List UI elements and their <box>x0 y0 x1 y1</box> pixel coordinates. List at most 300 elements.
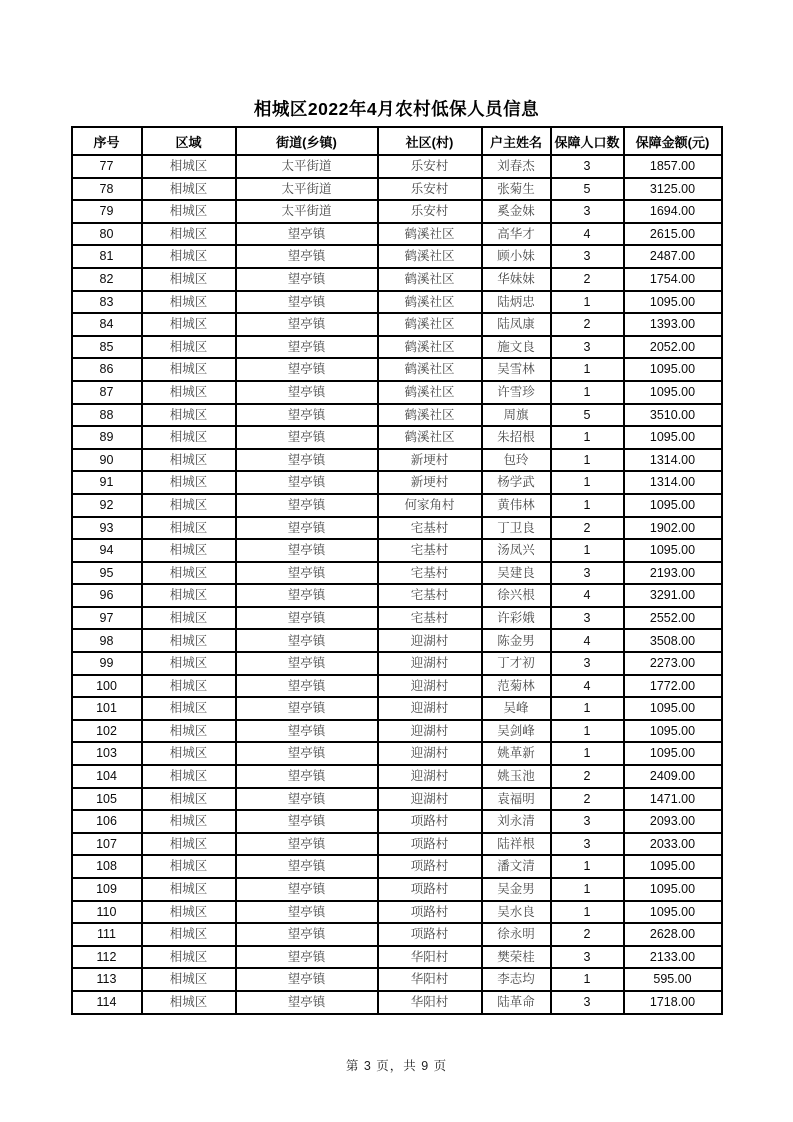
cell-name: 华妹妹 <box>482 268 551 291</box>
cell-street: 望亭镇 <box>236 381 378 404</box>
table-row <box>72 562 722 585</box>
cell-region: 相城区 <box>142 178 236 201</box>
cell-population: 1 <box>551 968 624 991</box>
cell-region: 相城区 <box>142 426 236 449</box>
cell-index: 100 <box>72 675 142 698</box>
cell-street: 望亭镇 <box>236 471 378 494</box>
cell-name: 施文良 <box>482 336 551 359</box>
cell-population: 1 <box>551 901 624 924</box>
cell-amount: 1694.00 <box>624 200 722 223</box>
cell-name: 刘春杰 <box>482 155 551 178</box>
cell-index: 105 <box>72 788 142 811</box>
cell-street: 望亭镇 <box>236 313 378 336</box>
cell-index: 80 <box>72 223 142 246</box>
cell-region: 相城区 <box>142 968 236 991</box>
cell-index: 106 <box>72 810 142 833</box>
table-row <box>72 313 722 336</box>
cell-amount: 2273.00 <box>624 652 722 675</box>
cell-village: 迎湖村 <box>378 742 482 765</box>
cell-name: 徐永明 <box>482 923 551 946</box>
cell-street: 望亭镇 <box>236 404 378 427</box>
cell-index: 114 <box>72 991 142 1014</box>
cell-region: 相城区 <box>142 991 236 1014</box>
cell-region: 相城区 <box>142 471 236 494</box>
cell-index: 104 <box>72 765 142 788</box>
cell-population: 4 <box>551 584 624 607</box>
cell-index: 85 <box>72 336 142 359</box>
column-header-1: 区域 <box>142 127 236 155</box>
cell-street: 望亭镇 <box>236 358 378 381</box>
cell-index: 96 <box>72 584 142 607</box>
cell-name: 陆炳忠 <box>482 291 551 314</box>
cell-amount: 2552.00 <box>624 607 722 630</box>
page-title: 相城区2022年4月农村低保人员信息 <box>253 99 540 119</box>
table-row <box>72 517 722 540</box>
cell-street: 太平街道 <box>236 200 378 223</box>
table-row <box>72 991 722 1014</box>
cell-name: 姚革新 <box>482 742 551 765</box>
table-row <box>72 675 722 698</box>
cell-index: 84 <box>72 313 142 336</box>
cell-street: 望亭镇 <box>236 901 378 924</box>
cell-street: 望亭镇 <box>236 810 378 833</box>
cell-region: 相城区 <box>142 742 236 765</box>
table-row <box>72 223 722 246</box>
cell-street: 望亭镇 <box>236 268 378 291</box>
cell-village: 迎湖村 <box>378 720 482 743</box>
cell-amount: 1857.00 <box>624 155 722 178</box>
cell-region: 相城区 <box>142 946 236 969</box>
cell-index: 91 <box>72 471 142 494</box>
cell-street: 望亭镇 <box>236 291 378 314</box>
cell-name: 陈金男 <box>482 629 551 652</box>
column-header-5: 保障人口数 <box>551 127 624 155</box>
cell-name: 樊荣桂 <box>482 946 551 969</box>
cell-street: 望亭镇 <box>236 697 378 720</box>
cell-amount: 1772.00 <box>624 675 722 698</box>
cell-street: 望亭镇 <box>236 607 378 630</box>
table-row <box>72 336 722 359</box>
table-row <box>72 652 722 675</box>
table-row <box>72 629 722 652</box>
cell-amount: 1471.00 <box>624 788 722 811</box>
cell-village: 项路村 <box>378 833 482 856</box>
cell-population: 1 <box>551 494 624 517</box>
cell-population: 1 <box>551 742 624 765</box>
table-row <box>72 946 722 969</box>
column-header-4: 户主姓名 <box>482 127 551 155</box>
cell-street: 望亭镇 <box>236 584 378 607</box>
cell-name: 奚金妹 <box>482 200 551 223</box>
cell-street: 望亭镇 <box>236 742 378 765</box>
cell-population: 1 <box>551 358 624 381</box>
cell-region: 相城区 <box>142 245 236 268</box>
cell-population: 2 <box>551 923 624 946</box>
cell-amount: 1095.00 <box>624 426 722 449</box>
table-row <box>72 268 722 291</box>
cell-village: 乐安村 <box>378 200 482 223</box>
table-row <box>72 155 722 178</box>
cell-village: 华阳村 <box>378 946 482 969</box>
cell-region: 相城区 <box>142 155 236 178</box>
cell-region: 相城区 <box>142 494 236 517</box>
cell-population: 3 <box>551 607 624 630</box>
cell-region: 相城区 <box>142 720 236 743</box>
cell-population: 3 <box>551 946 624 969</box>
table-row <box>72 539 722 562</box>
cell-name: 杨学武 <box>482 471 551 494</box>
cell-population: 4 <box>551 675 624 698</box>
cell-index: 92 <box>72 494 142 517</box>
cell-amount: 1314.00 <box>624 471 722 494</box>
cell-region: 相城区 <box>142 833 236 856</box>
cell-index: 86 <box>72 358 142 381</box>
cell-amount: 1393.00 <box>624 313 722 336</box>
column-header-6: 保障金额(元) <box>624 127 722 155</box>
table-row <box>72 697 722 720</box>
cell-population: 1 <box>551 697 624 720</box>
cell-village: 迎湖村 <box>378 675 482 698</box>
cell-village: 宅基村 <box>378 562 482 585</box>
table-row <box>72 381 722 404</box>
cell-region: 相城区 <box>142 765 236 788</box>
cell-region: 相城区 <box>142 923 236 946</box>
cell-amount: 3508.00 <box>624 629 722 652</box>
cell-index: 103 <box>72 742 142 765</box>
cell-village: 鹤溪社区 <box>378 313 482 336</box>
cell-street: 望亭镇 <box>236 336 378 359</box>
cell-street: 望亭镇 <box>236 652 378 675</box>
cell-name: 李志均 <box>482 968 551 991</box>
cell-region: 相城区 <box>142 675 236 698</box>
cell-population: 2 <box>551 313 624 336</box>
cell-village: 宅基村 <box>378 584 482 607</box>
table-row <box>72 178 722 201</box>
cell-village: 新埂村 <box>378 471 482 494</box>
cell-index: 113 <box>72 968 142 991</box>
cell-population: 3 <box>551 336 624 359</box>
cell-name: 汤凤兴 <box>482 539 551 562</box>
page-footer: 第 3 页，共 9 页 <box>345 1059 448 1073</box>
cell-amount: 2615.00 <box>624 223 722 246</box>
cell-name: 张菊生 <box>482 178 551 201</box>
cell-population: 1 <box>551 291 624 314</box>
cell-village: 迎湖村 <box>378 788 482 811</box>
table-row <box>72 494 722 517</box>
cell-population: 1 <box>551 449 624 472</box>
cell-village: 宅基村 <box>378 539 482 562</box>
cell-village: 项路村 <box>378 878 482 901</box>
table-body <box>72 155 722 1014</box>
cell-village: 项路村 <box>378 923 482 946</box>
cell-village: 鹤溪社区 <box>378 426 482 449</box>
cell-population: 2 <box>551 268 624 291</box>
cell-region: 相城区 <box>142 855 236 878</box>
cell-street: 望亭镇 <box>236 494 378 517</box>
table-row <box>72 855 722 878</box>
cell-region: 相城区 <box>142 562 236 585</box>
cell-name: 许彩娥 <box>482 607 551 630</box>
cell-village: 宅基村 <box>378 517 482 540</box>
cell-name: 吴建良 <box>482 562 551 585</box>
cell-region: 相城区 <box>142 449 236 472</box>
cell-index: 87 <box>72 381 142 404</box>
cell-name: 范菊林 <box>482 675 551 698</box>
table-row <box>72 471 722 494</box>
cell-street: 望亭镇 <box>236 562 378 585</box>
cell-village: 项路村 <box>378 901 482 924</box>
table-row <box>72 901 722 924</box>
cell-village: 迎湖村 <box>378 629 482 652</box>
cell-population: 2 <box>551 517 624 540</box>
cell-amount: 2487.00 <box>624 245 722 268</box>
table-row <box>72 449 722 472</box>
cell-population: 3 <box>551 652 624 675</box>
cell-population: 3 <box>551 155 624 178</box>
cell-name: 刘永清 <box>482 810 551 833</box>
cell-village: 迎湖村 <box>378 697 482 720</box>
cell-village: 迎湖村 <box>378 652 482 675</box>
table-row <box>72 404 722 427</box>
table-row <box>72 426 722 449</box>
cell-name: 吴峰 <box>482 697 551 720</box>
cell-population: 3 <box>551 200 624 223</box>
cell-region: 相城区 <box>142 313 236 336</box>
cell-population: 1 <box>551 855 624 878</box>
cell-village: 鹤溪社区 <box>378 336 482 359</box>
cell-village: 鹤溪社区 <box>378 404 482 427</box>
cell-street: 望亭镇 <box>236 223 378 246</box>
cell-index: 90 <box>72 449 142 472</box>
cell-amount: 2093.00 <box>624 810 722 833</box>
cell-index: 112 <box>72 946 142 969</box>
cell-name: 丁卫良 <box>482 517 551 540</box>
cell-region: 相城区 <box>142 223 236 246</box>
lowbao-roster-table <box>71 126 723 1015</box>
cell-amount: 1095.00 <box>624 855 722 878</box>
cell-amount: 1718.00 <box>624 991 722 1014</box>
cell-amount: 2052.00 <box>624 336 722 359</box>
cell-population: 2 <box>551 788 624 811</box>
cell-village: 新埂村 <box>378 449 482 472</box>
cell-population: 1 <box>551 426 624 449</box>
cell-amount: 1902.00 <box>624 517 722 540</box>
table-row <box>72 833 722 856</box>
cell-street: 望亭镇 <box>236 720 378 743</box>
cell-name: 包玲 <box>482 449 551 472</box>
cell-index: 82 <box>72 268 142 291</box>
cell-region: 相城区 <box>142 607 236 630</box>
table-row <box>72 245 722 268</box>
cell-name: 姚玉池 <box>482 765 551 788</box>
cell-index: 93 <box>72 517 142 540</box>
table-row <box>72 878 722 901</box>
cell-village: 鹤溪社区 <box>378 268 482 291</box>
cell-region: 相城区 <box>142 268 236 291</box>
cell-population: 1 <box>551 720 624 743</box>
table-row <box>72 607 722 630</box>
cell-region: 相城区 <box>142 697 236 720</box>
cell-name: 徐兴根 <box>482 584 551 607</box>
cell-region: 相城区 <box>142 788 236 811</box>
cell-amount: 2628.00 <box>624 923 722 946</box>
cell-index: 110 <box>72 901 142 924</box>
cell-amount: 595.00 <box>624 968 722 991</box>
cell-population: 3 <box>551 562 624 585</box>
cell-index: 98 <box>72 629 142 652</box>
cell-street: 望亭镇 <box>236 946 378 969</box>
cell-street: 望亭镇 <box>236 245 378 268</box>
cell-region: 相城区 <box>142 336 236 359</box>
cell-region: 相城区 <box>142 652 236 675</box>
cell-population: 5 <box>551 404 624 427</box>
cell-population: 1 <box>551 471 624 494</box>
table-row <box>72 810 722 833</box>
cell-index: 88 <box>72 404 142 427</box>
cell-village: 鹤溪社区 <box>378 358 482 381</box>
cell-name: 朱招根 <box>482 426 551 449</box>
cell-village: 乐安村 <box>378 155 482 178</box>
cell-name: 袁福明 <box>482 788 551 811</box>
cell-street: 太平街道 <box>236 155 378 178</box>
cell-index: 101 <box>72 697 142 720</box>
cell-name: 陆祥根 <box>482 833 551 856</box>
cell-village: 何家角村 <box>378 494 482 517</box>
cell-street: 望亭镇 <box>236 675 378 698</box>
cell-index: 77 <box>72 155 142 178</box>
cell-index: 79 <box>72 200 142 223</box>
cell-amount: 1095.00 <box>624 494 722 517</box>
cell-name: 吴金男 <box>482 878 551 901</box>
cell-region: 相城区 <box>142 517 236 540</box>
cell-street: 望亭镇 <box>236 968 378 991</box>
header-row <box>72 127 722 155</box>
cell-village: 乐安村 <box>378 178 482 201</box>
cell-amount: 1095.00 <box>624 720 722 743</box>
cell-index: 111 <box>72 923 142 946</box>
cell-region: 相城区 <box>142 539 236 562</box>
cell-village: 迎湖村 <box>378 765 482 788</box>
table-row <box>72 788 722 811</box>
cell-name: 周旗 <box>482 404 551 427</box>
table-row <box>72 923 722 946</box>
cell-name: 潘文清 <box>482 855 551 878</box>
cell-index: 83 <box>72 291 142 314</box>
cell-index: 109 <box>72 878 142 901</box>
cell-amount: 1095.00 <box>624 697 722 720</box>
cell-region: 相城区 <box>142 381 236 404</box>
cell-amount: 2033.00 <box>624 833 722 856</box>
cell-index: 89 <box>72 426 142 449</box>
cell-region: 相城区 <box>142 810 236 833</box>
cell-village: 宅基村 <box>378 607 482 630</box>
cell-region: 相城区 <box>142 629 236 652</box>
cell-population: 4 <box>551 223 624 246</box>
cell-population: 3 <box>551 991 624 1014</box>
cell-street: 望亭镇 <box>236 517 378 540</box>
cell-amount: 1754.00 <box>624 268 722 291</box>
cell-name: 陆凤康 <box>482 313 551 336</box>
cell-amount: 1095.00 <box>624 878 722 901</box>
cell-name: 吴雪林 <box>482 358 551 381</box>
table-row <box>72 584 722 607</box>
cell-street: 太平街道 <box>236 178 378 201</box>
cell-street: 望亭镇 <box>236 629 378 652</box>
table-row <box>72 720 722 743</box>
cell-name: 吴水良 <box>482 901 551 924</box>
cell-amount: 1095.00 <box>624 291 722 314</box>
cell-street: 望亭镇 <box>236 878 378 901</box>
column-header-0: 序号 <box>72 127 142 155</box>
cell-index: 107 <box>72 833 142 856</box>
cell-amount: 3510.00 <box>624 404 722 427</box>
cell-name: 顾小妹 <box>482 245 551 268</box>
cell-population: 4 <box>551 629 624 652</box>
cell-village: 项路村 <box>378 855 482 878</box>
cell-index: 108 <box>72 855 142 878</box>
cell-street: 望亭镇 <box>236 923 378 946</box>
cell-amount: 3125.00 <box>624 178 722 201</box>
cell-street: 望亭镇 <box>236 991 378 1014</box>
cell-street: 望亭镇 <box>236 539 378 562</box>
cell-street: 望亭镇 <box>236 765 378 788</box>
cell-population: 3 <box>551 810 624 833</box>
cell-street: 望亭镇 <box>236 449 378 472</box>
cell-amount: 1095.00 <box>624 539 722 562</box>
cell-index: 97 <box>72 607 142 630</box>
cell-village: 鹤溪社区 <box>378 245 482 268</box>
table-row <box>72 765 722 788</box>
cell-village: 鹤溪社区 <box>378 223 482 246</box>
table-row <box>72 358 722 381</box>
column-header-2: 街道(乡镇) <box>236 127 378 155</box>
cell-population: 2 <box>551 765 624 788</box>
column-header-3: 社区(村) <box>378 127 482 155</box>
cell-amount: 3291.00 <box>624 584 722 607</box>
cell-population: 3 <box>551 833 624 856</box>
cell-index: 78 <box>72 178 142 201</box>
cell-amount: 2409.00 <box>624 765 722 788</box>
table-row <box>72 968 722 991</box>
cell-village: 鹤溪社区 <box>378 291 482 314</box>
cell-name: 黄伟林 <box>482 494 551 517</box>
cell-village: 鹤溪社区 <box>378 381 482 404</box>
cell-region: 相城区 <box>142 584 236 607</box>
cell-village: 华阳村 <box>378 991 482 1014</box>
cell-amount: 1314.00 <box>624 449 722 472</box>
cell-street: 望亭镇 <box>236 833 378 856</box>
cell-name: 丁才初 <box>482 652 551 675</box>
cell-street: 望亭镇 <box>236 855 378 878</box>
cell-amount: 1095.00 <box>624 358 722 381</box>
cell-index: 81 <box>72 245 142 268</box>
cell-population: 5 <box>551 178 624 201</box>
cell-amount: 1095.00 <box>624 381 722 404</box>
cell-index: 99 <box>72 652 142 675</box>
cell-name: 吴剑峰 <box>482 720 551 743</box>
table-row <box>72 200 722 223</box>
cell-name: 许雪珍 <box>482 381 551 404</box>
cell-name: 高华才 <box>482 223 551 246</box>
cell-index: 94 <box>72 539 142 562</box>
cell-street: 望亭镇 <box>236 788 378 811</box>
cell-region: 相城区 <box>142 878 236 901</box>
cell-amount: 2133.00 <box>624 946 722 969</box>
cell-region: 相城区 <box>142 200 236 223</box>
cell-population: 1 <box>551 539 624 562</box>
cell-index: 95 <box>72 562 142 585</box>
table-row <box>72 742 722 765</box>
